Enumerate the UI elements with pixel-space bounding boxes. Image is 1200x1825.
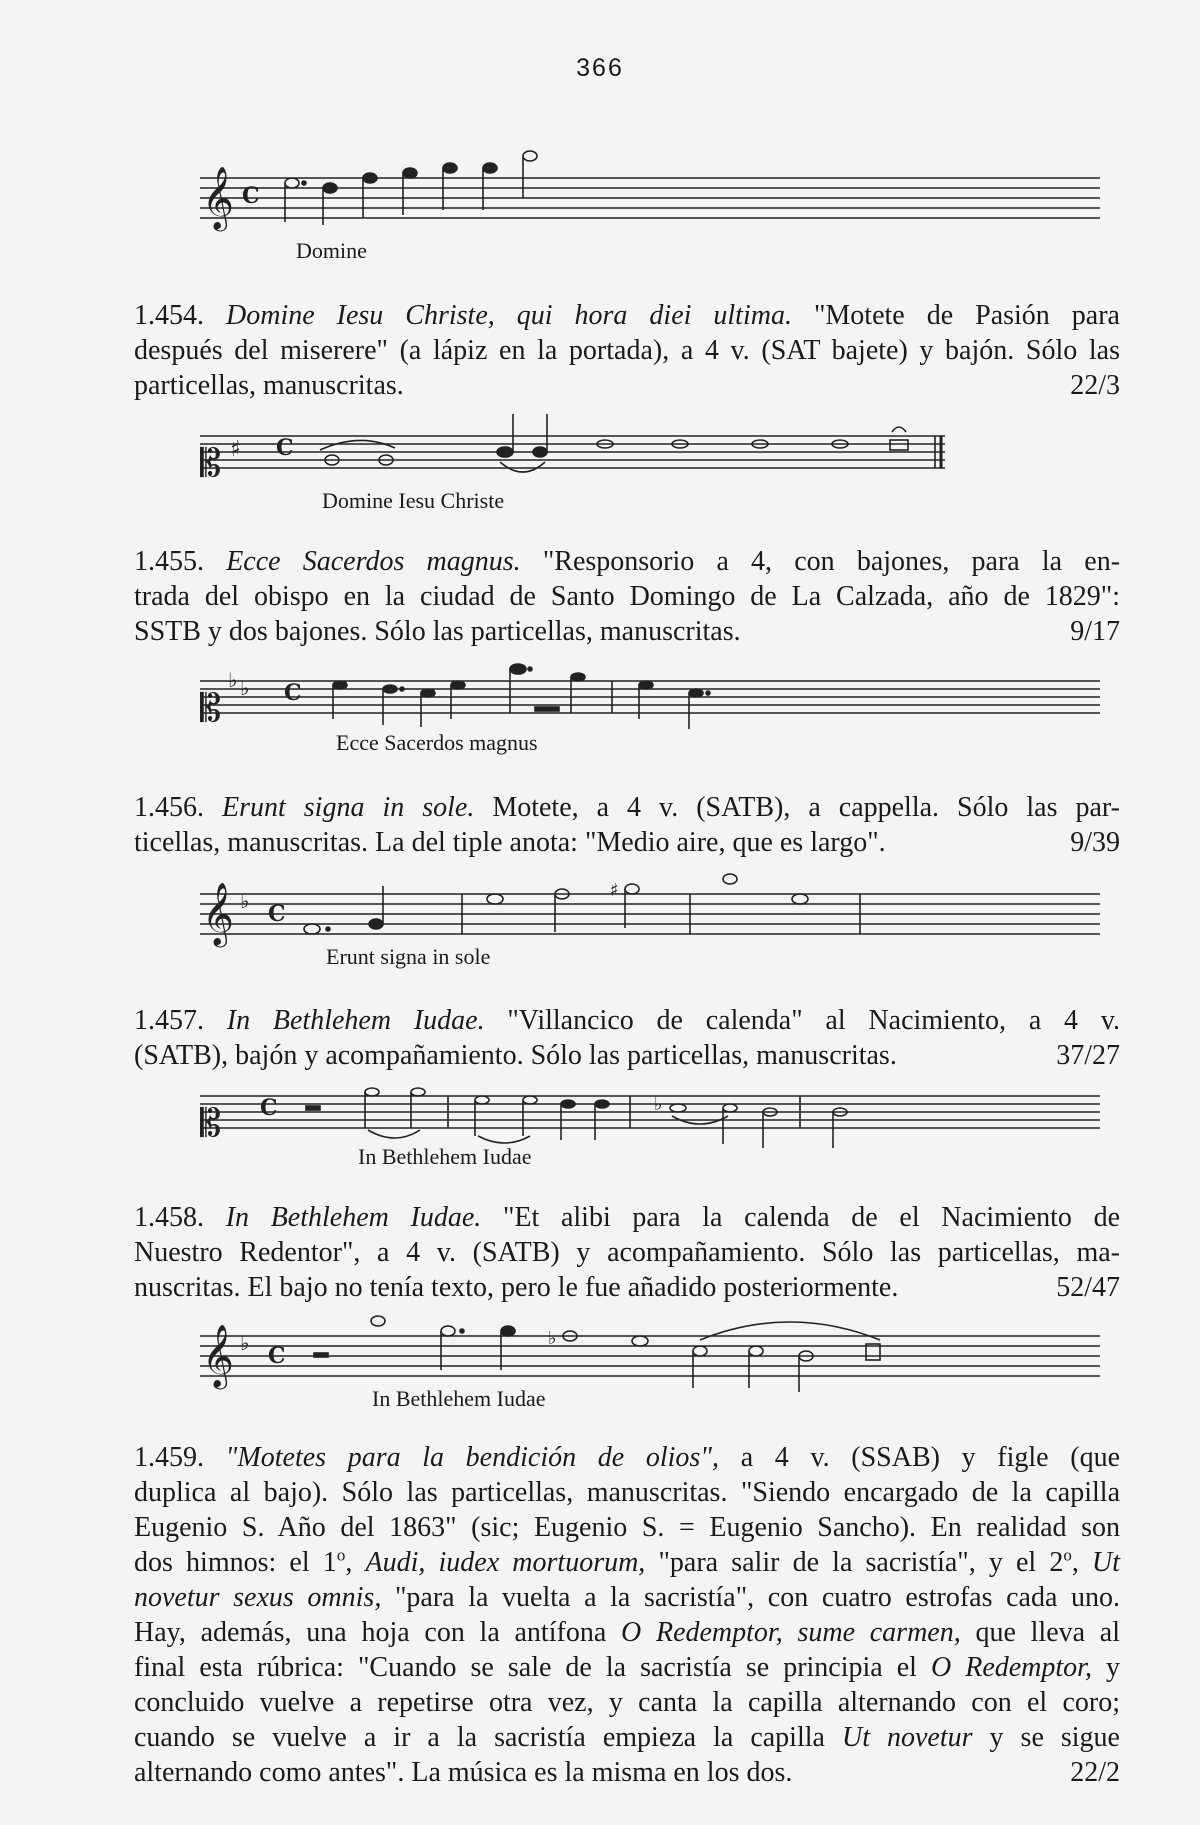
entry-title: In Bethlehem Iudae.: [226, 1005, 485, 1036]
entry-title: Domine Iesu Christe, qui hora diei ultima.: [226, 300, 792, 331]
catalog-reference: 22/2: [1070, 1757, 1120, 1788]
incipit-text-1454: Domine Iesu Christe: [322, 488, 505, 513]
entry-number: 1.454.: [134, 300, 204, 331]
entry-number: 1.457.: [134, 1005, 204, 1036]
entry-title: Erunt signa in sole.: [222, 792, 475, 823]
incipit-text-1456: Erunt signa in sole: [326, 944, 491, 969]
svg-text:𝄡: 𝄡: [200, 441, 222, 485]
svg-text:C: C: [242, 183, 260, 209]
svg-text:♯: ♯: [610, 880, 619, 901]
catalog-entry-1456: 1.456. Erunt signa in sole. Motete, a 4 v. (SATB), a cappella. Sólo las par- ticellas, manuscritas. La del tiple anota: "Medio aire, que es largo". 9/39: [134, 792, 1120, 858]
svg-text:C: C: [276, 435, 294, 461]
catalog-entry-1459: 1.459. "Motetes para la bendición de olios", a 4 v. (SSAB) y figle (que duplica al bajo). Sólo las particellas, manuscritas. "Siendo encargado de la capilla Eugenio S. Año del 1863" (sic; Eugenio S. = Eugenio Sancho). En realidad son dos himnos: el 1$^o$, Audi, iudex mortuorum, "para salir de la sacristía", y el 2$^o$, Ut novetur sexus omnis, "para la vuelta a la sacristía", con cuatro estrofas cada uno. Hay, además, una hoja con la antífona O Redemptor, sume carmen, que lleva al final esta rúbrica: "Cuando se sale de la sacristía se principia el O Redemptor, y concluido vuelve a repetirse otra vez, y canta la capilla alternando con el coro; cuando se vuelve a ir a la sacristía empieza la capilla Ut novetur y se sigue alternando como antes". La música es la misma en los dos. 22/2: [134, 1442, 1121, 1788]
catalog-entry-1455: 1.455. Ecce Sacerdos magnus. "Responsorio a 4, con bajones, para la en- trada del obispo en la ciudad de Santo Domingo de La Calzada, año de 1829": SSTB y dos bajones. Sólo las particellas, manuscritas. 9/17: [134, 546, 1121, 647]
svg-text:𝄡: 𝄡: [200, 1101, 222, 1145]
catalog-entry-1457: 1.457. In Bethlehem Iudae. "Villancico de calenda" al Nacimiento, a 4 v. (SATB), bajón y acompañamiento. Sólo las particellas, manuscritas. 37/27: [134, 1005, 1120, 1071]
svg-text:♭: ♭: [654, 1094, 663, 1115]
svg-text:♭: ♭: [240, 676, 250, 700]
catalog-reference: 22/3: [1070, 370, 1120, 401]
music-staff-1455: [200, 655, 1100, 751]
entry-title: Ecce Sacerdos magnus.: [226, 546, 521, 577]
svg-text:C: C: [260, 1095, 278, 1121]
svg-text:C: C: [268, 1343, 286, 1369]
entry-title: In Bethlehem Iudae.: [225, 1202, 482, 1233]
svg-text:♭: ♭: [548, 1328, 557, 1349]
svg-text:♭: ♭: [240, 889, 250, 913]
svg-text:♭: ♭: [240, 1331, 250, 1355]
catalog-reference: 9/17: [1070, 616, 1120, 647]
svg-text:𝄞: 𝄞: [202, 1324, 234, 1387]
svg-text:𝄞: 𝄞: [202, 166, 234, 229]
music-staff-1458: [200, 1310, 1100, 1406]
music-staff-prev: [200, 150, 1100, 246]
incipit-text-1457: In Bethlehem Iudae: [358, 1144, 532, 1169]
svg-text:♭: ♭: [228, 668, 238, 692]
incipit-text-1458: In Bethlehem Iudae: [372, 1386, 546, 1411]
music-staff-1457: [200, 1070, 1100, 1166]
entry-number: 1.458.: [134, 1202, 204, 1233]
entry-number: 1.455.: [134, 546, 204, 577]
catalog-entry-1454: 1.454. Domine Iesu Christe, qui hora diei ultima. "Motete de Pasión para después del miserere" (a lápiz en la portada), a 4 v. (SAT bajete) y bajón. Sólo las particellas, manuscritas. 22/3: [134, 300, 1120, 401]
incipit-text-prev: Domine: [296, 238, 367, 263]
catalog-reference: 37/27: [1056, 1040, 1120, 1071]
svg-text:𝄡: 𝄡: [200, 686, 222, 730]
svg-text:C: C: [268, 901, 286, 927]
incipit-text-1455: Ecce Sacerdos magnus: [336, 730, 538, 755]
svg-text:♯: ♯: [230, 437, 241, 462]
page-number: 366: [576, 54, 624, 82]
entry-number: 1.456.: [134, 792, 204, 823]
catalog-entry-1458: 1.458. In Bethlehem Iudae. "Et alibi para la calenda de el Nacimiento de Nuestro Redentor", a 4 v. (SATB) y acompañamiento. Sólo las particellas, ma- nuscritas. El bajo no tenía texto, pero le fue añadido posteriormente. 52/47: [134, 1202, 1121, 1303]
catalog-reference: 52/47: [1056, 1272, 1120, 1303]
entry-number: 1.459.: [134, 1442, 204, 1473]
svg-text:C: C: [284, 680, 302, 706]
catalog-reference: 9/39: [1070, 827, 1120, 858]
svg-text:𝄞: 𝄞: [202, 882, 234, 945]
entry-title: "Motetes para la bendición de olios",: [225, 1442, 720, 1473]
